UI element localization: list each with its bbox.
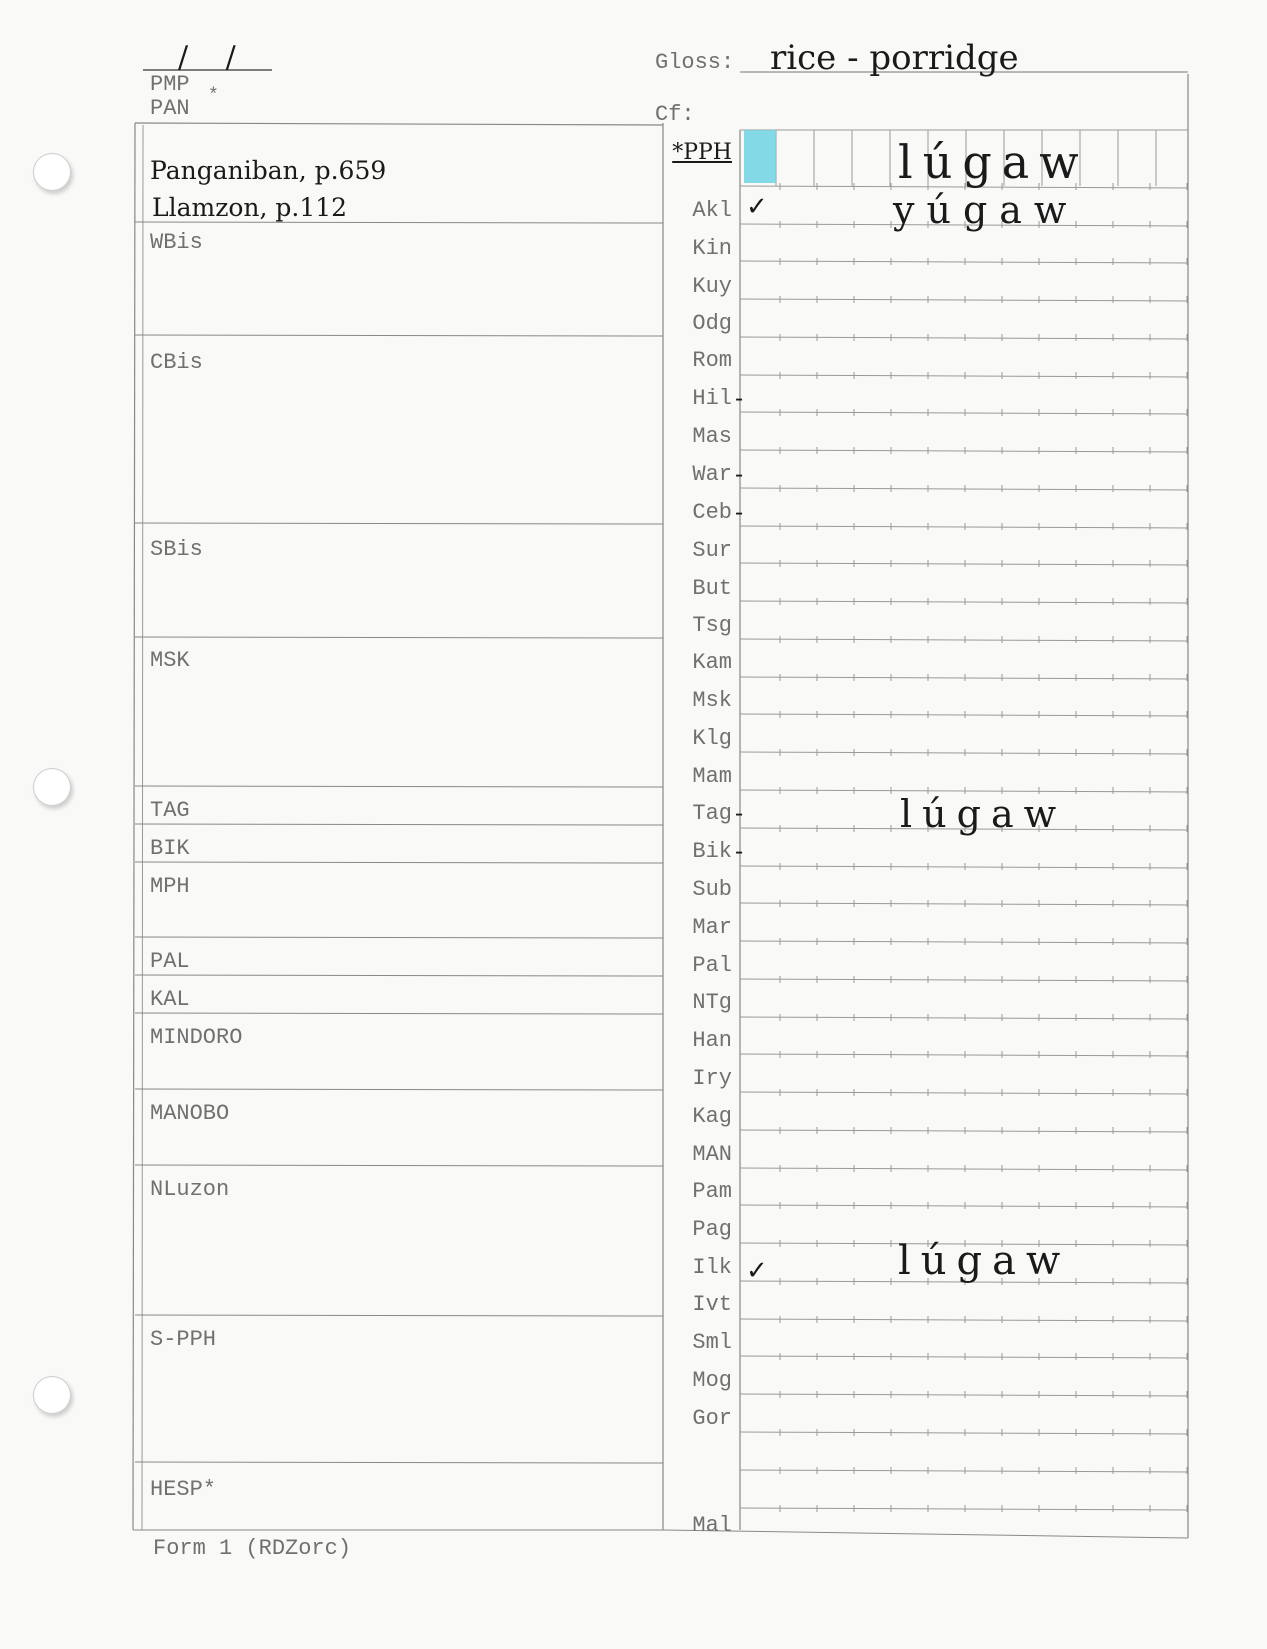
language-label-pph: *PPH — [672, 140, 732, 165]
language-dash-mark: - — [735, 498, 744, 526]
pph-highlight — [744, 130, 776, 183]
language-label-mal: Mal — [692, 1513, 732, 1538]
ruled-line — [740, 1205, 1188, 1207]
ruled-line — [740, 1356, 1188, 1358]
language-dash-mark: - — [735, 799, 744, 827]
ruled-line — [740, 1092, 1188, 1094]
subgroup-label-msk: MSK — [150, 648, 190, 673]
subgroup-divider — [135, 222, 663, 223]
ruled-line — [740, 1168, 1188, 1170]
ilk-form: lúgaw — [898, 1238, 1071, 1284]
language-label-kin: Kin — [692, 236, 732, 261]
subgroup-divider — [135, 824, 663, 825]
ruled-line — [740, 1319, 1188, 1321]
ruled-line — [740, 563, 1188, 565]
language-label-mas: Mas — [692, 424, 732, 449]
subgroup-label-kal: KAL — [150, 987, 190, 1012]
language-label-odg: Odg — [692, 311, 732, 336]
language-label-mar: Mar — [692, 915, 732, 940]
subgroup-divider — [135, 786, 663, 787]
language-label-pal: Pal — [692, 953, 732, 978]
ruled-line — [740, 1130, 1188, 1132]
pan-label: PAN — [150, 96, 190, 121]
reference-line-1: Panganiban, p.659 — [150, 156, 387, 185]
pmp-asterisk: * — [208, 86, 219, 106]
subgroup-divider — [135, 637, 663, 638]
ruled-line — [740, 601, 1188, 603]
language-label-rom: Rom — [692, 348, 732, 373]
subgroup-divider — [135, 975, 663, 976]
language-label-pam: Pam — [692, 1179, 732, 1204]
ruled-line — [740, 412, 1188, 414]
ruled-line — [740, 1017, 1188, 1019]
ruled-line — [740, 979, 1188, 981]
ruled-line — [740, 866, 1188, 868]
subgroup-divider — [135, 1315, 663, 1316]
subgroup-label-tag: TAG — [150, 798, 190, 823]
language-label-ilk: Ilk — [692, 1255, 732, 1280]
subgroup-label-hesp: HESP* — [150, 1477, 217, 1502]
subgroup-label-bik: BIK — [150, 836, 190, 861]
language-label-mam: Mam — [692, 764, 732, 789]
subgroup-label-cbis: CBis — [150, 350, 203, 375]
ruled-line — [740, 1432, 1188, 1434]
language-label-sur: Sur — [692, 538, 732, 563]
subgroup-label-wbis: WBis — [150, 230, 203, 255]
date-slashes: / / — [178, 40, 250, 75]
language-label-war: War — [692, 462, 732, 487]
subgroup-divider — [135, 862, 663, 863]
subgroup-label-sbis: SBis — [150, 537, 203, 562]
ruled-line — [740, 752, 1188, 754]
ruled-line — [740, 639, 1188, 641]
subgroup-label-mph: MPH — [150, 874, 190, 899]
ruled-line — [740, 903, 1188, 905]
ruled-line — [740, 375, 1188, 377]
akl-form: yúgaw — [893, 188, 1079, 232]
ruled-line — [740, 261, 1188, 263]
ruled-line — [740, 450, 1188, 452]
language-label-gor: Gor — [692, 1406, 732, 1431]
subgroup-divider — [135, 1089, 663, 1090]
ruled-line — [740, 299, 1188, 301]
language-label-ceb: Ceb — [692, 500, 732, 525]
language-label-han: Han — [692, 1028, 732, 1053]
language-dash-mark: - — [735, 384, 744, 412]
ilk-check: ✓ — [746, 1256, 768, 1286]
language-label-iry: Iry — [692, 1066, 732, 1091]
subgroup-label-spph: S-PPH — [150, 1327, 217, 1352]
ruled-line — [740, 1394, 1188, 1396]
ruled-line — [740, 337, 1188, 339]
language-label-kam: Kam — [692, 650, 732, 675]
ruled-line — [740, 1470, 1188, 1472]
language-label-man: MAN — [692, 1142, 732, 1167]
language-dash-mark: - — [735, 460, 744, 488]
subgroup-divider — [135, 523, 663, 524]
language-label-klg: Klg — [692, 726, 732, 751]
subgroup-divider — [135, 1013, 663, 1014]
ruled-line — [740, 677, 1188, 679]
language-label-sub: Sub — [692, 877, 732, 902]
gloss-value: rice - porridge — [770, 38, 1019, 78]
ruled-line — [740, 1508, 1188, 1510]
subgroup-label-mindoro: MINDORO — [150, 1025, 243, 1050]
language-label-akl: Akl — [692, 198, 732, 223]
ruled-line — [740, 526, 1188, 528]
subgroup-label-nluzon: NLuzon — [150, 1177, 230, 1202]
language-dash-mark: - — [735, 837, 744, 865]
subgroup-divider — [135, 1165, 663, 1166]
language-label-ivt: Ivt — [692, 1292, 732, 1317]
subgroup-label-manobo: MANOBO — [150, 1101, 230, 1126]
language-label-kag: Kag — [692, 1104, 732, 1129]
language-label-tsg: Tsg — [692, 613, 732, 638]
pmp-label: PMP — [150, 72, 190, 97]
subgroup-divider — [135, 937, 663, 938]
ruled-line — [740, 488, 1188, 490]
subgroup-label-pal: PAL — [150, 949, 190, 974]
reference-line-2: Llamzon, p.112 — [152, 193, 348, 222]
subgroup-divider — [135, 1462, 663, 1463]
gloss-label: Gloss: — [655, 50, 735, 75]
language-label-tag: Tag — [692, 801, 732, 826]
language-label-msk: Msk — [692, 688, 732, 713]
language-label-ntg: NTg — [692, 990, 732, 1015]
language-label-kuy: Kuy — [692, 274, 732, 299]
language-label-mog: Mog — [692, 1368, 732, 1393]
language-label-bik: Bik — [692, 839, 732, 864]
form-label: Form 1 (RDZorc) — [153, 1536, 352, 1561]
ruled-line — [740, 941, 1188, 943]
language-label-but: But — [692, 576, 732, 601]
akl-check: ✓ — [746, 192, 768, 222]
ruled-line — [740, 1054, 1188, 1056]
tag-form: lúgaw — [900, 792, 1067, 836]
language-label-pag: Pag — [692, 1217, 732, 1242]
language-label-hil: Hil — [692, 386, 732, 411]
cf-label: Cf: — [655, 102, 695, 127]
language-label-sml: Sml — [692, 1330, 732, 1355]
subgroup-divider — [135, 335, 663, 336]
pph-form: lúgaw — [898, 135, 1089, 189]
ruled-line — [740, 714, 1188, 716]
